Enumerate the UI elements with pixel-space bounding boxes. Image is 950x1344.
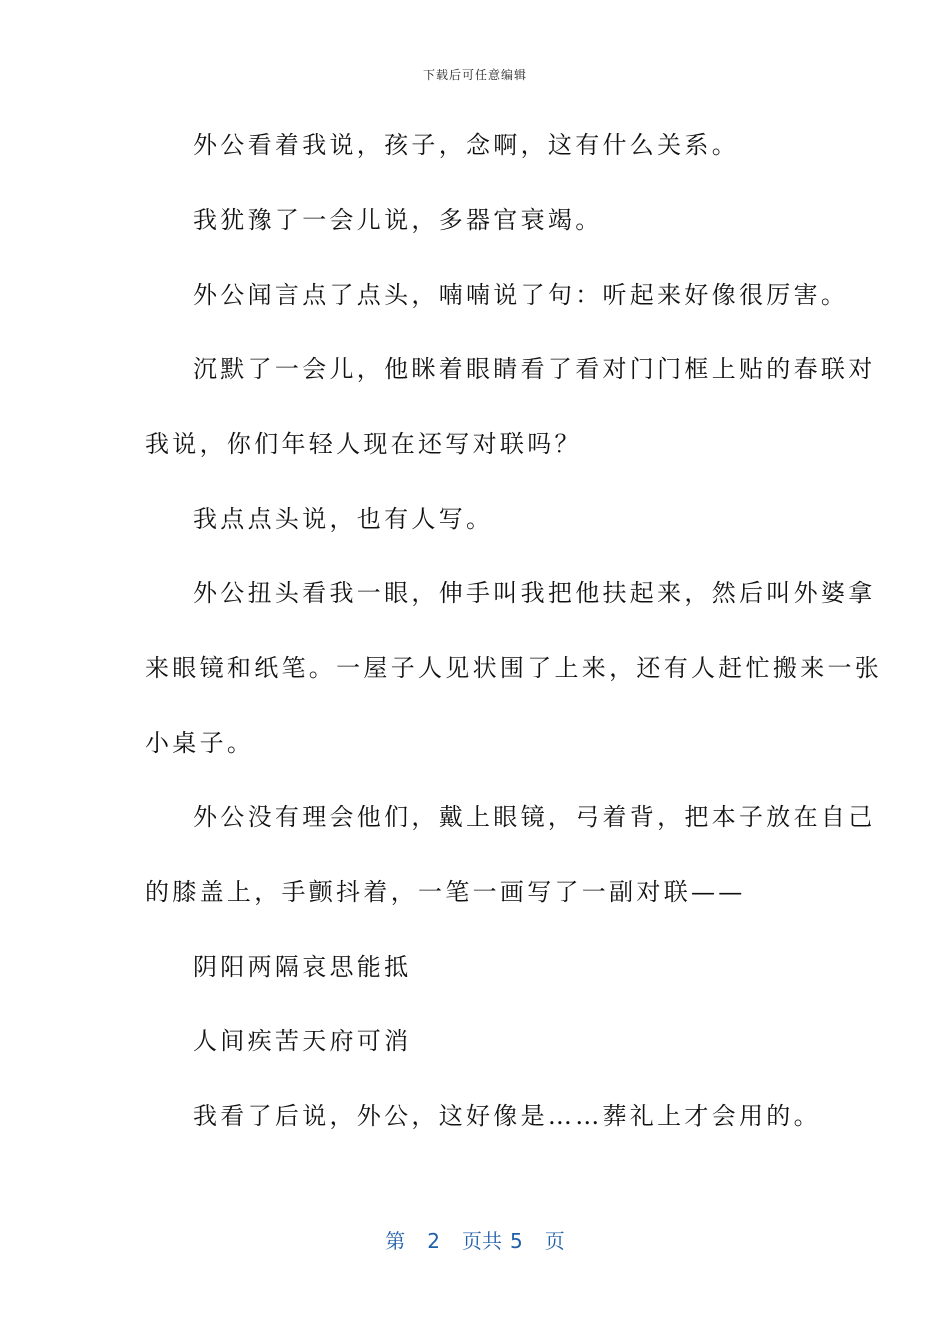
header-note: 下载后可任意编辑 [422, 68, 527, 82]
text-line: 小桌子。 [145, 729, 255, 757]
text-line: 我点点头说，也有人写。 [193, 505, 494, 533]
page-middle: 页共 [462, 1229, 502, 1253]
couplet-line: 人间疾苦天府可消 [193, 1027, 412, 1055]
page-prefix: 第 [385, 1229, 406, 1253]
text-line: 外公闻言点了点头，喃喃说了句：听起来好像很厉害。 [193, 281, 849, 309]
couplet-line: 阴阳两隔哀思能抵 [193, 953, 412, 981]
text-line: 我说，你们年轻人现在还写对联吗？ [145, 430, 582, 458]
text-line: 的膝盖上，手颤抖着，一笔一画写了一副对联—— [145, 878, 746, 906]
text-line: 沉默了一会儿，他眯着眼睛看了看对门门框上贴的春联对 [193, 355, 876, 383]
text-line: 我犹豫了一会儿说，多器官衰竭。 [193, 206, 603, 234]
current-page: 2 [427, 1229, 440, 1253]
text-line: 外公看着我说，孩子，念啊，这有什么关系。 [193, 131, 739, 159]
text-line: 我看了后说，外公，这好像是……葬礼上才会用的。 [193, 1102, 821, 1130]
page-number [0, 1225, 950, 1254]
page-suffix: 页 [544, 1229, 565, 1253]
text-line: 来眼镜和纸笔。一屋子人见状围了上来，还有人赶忙搬来一张 [145, 654, 883, 682]
text-line: 外公没有理会他们，戴上眼镜，弓着背，把本子放在自己 [193, 803, 876, 831]
text-line: 外公扭头看我一眼，伸手叫我把他扶起来，然后叫外婆拿 [193, 579, 876, 607]
total-pages: 5 [510, 1229, 523, 1253]
